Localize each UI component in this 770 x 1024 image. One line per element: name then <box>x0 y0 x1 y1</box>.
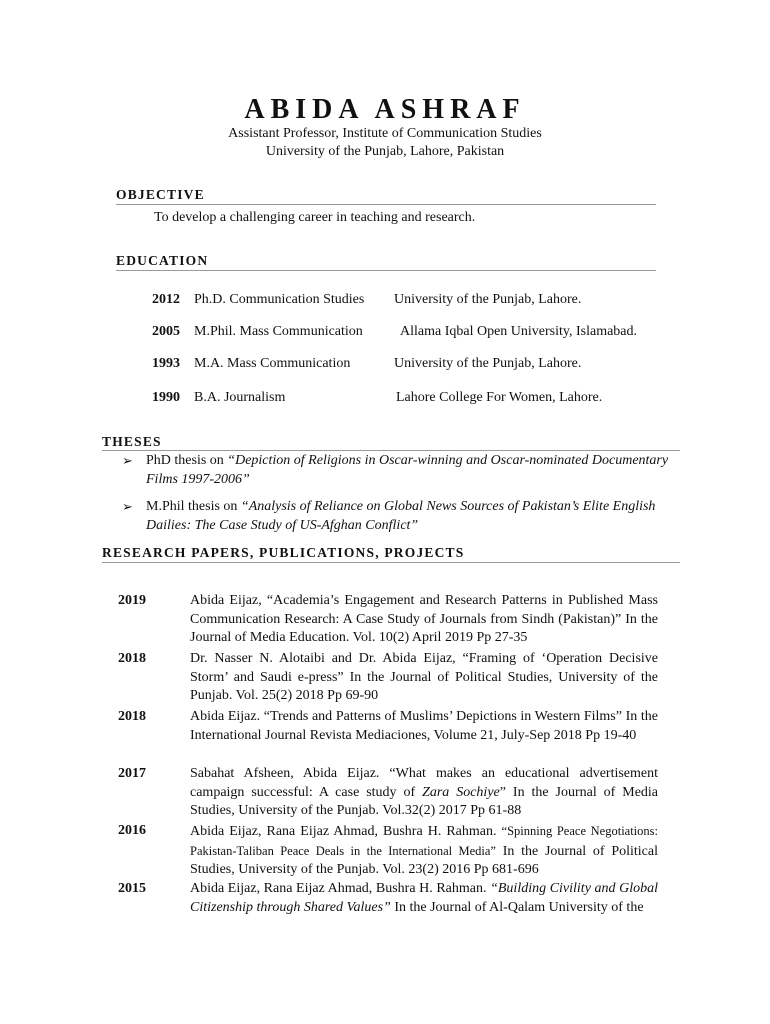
thesis-item <box>122 497 680 535</box>
education-row <box>152 292 672 310</box>
thesis-title: “Analysis of Reliance on Global News Sources of Pakistan’s Elite English Dailies: The Case Study of US-Afghan Conflict” <box>146 499 656 533</box>
publication-title: “Spinning Peace Negotiations: Pakistan-Taliban Peace Deals in the International Media” <box>190 824 658 858</box>
publication-italic-title: “Building Civility and Global Citizenship through Shared Values” <box>190 881 658 915</box>
education-year: 2012 <box>152 292 180 307</box>
publication-text-part: In the Journal of Al-Qalam University of the <box>390 899 644 915</box>
thesis-prefix: PhD thesis on <box>146 453 228 468</box>
publication-year: 2017 <box>118 766 146 781</box>
education-heading: EDUCATION <box>116 253 209 268</box>
education-row <box>152 390 672 408</box>
education-degree: B.A. Journalism <box>194 390 286 405</box>
education-year: 2005 <box>152 324 180 339</box>
publication-italic-title: Zara Sochiye <box>422 784 500 800</box>
education-institution: Allama Iqbal Open University, Islamabad. <box>400 324 638 339</box>
publication-text-part: ” In the Journal of Media Studies, University of the Punjab. Vol.32(2) 2017 Pp 61-88 <box>190 784 659 818</box>
publication-text-part: Abida Eijaz, Rana Eijaz Ahmad, Bushra H. Rahman. <box>190 881 491 896</box>
research-divider <box>102 562 680 563</box>
research-heading: RESEARCH PAPERS, PUBLICATIONS, PROJECTS <box>102 545 465 560</box>
publication-year: 2015 <box>118 881 146 896</box>
education-row <box>152 356 672 374</box>
publication-year: 2019 <box>118 593 146 608</box>
affiliation: University of the Punjab, Lahore, Pakistan <box>265 144 505 159</box>
education-institution: University of the Punjab, Lahore. <box>394 356 582 371</box>
publication-year: 2018 <box>118 709 146 724</box>
education-institution: University of the Punjab, Lahore. <box>394 292 582 307</box>
education-divider <box>116 270 656 271</box>
position-title: Assistant Professor, Institute of Communication Studies <box>228 126 542 141</box>
publication-text: Dr. Nasser N. Alotaibi and Dr. Abida Eijaz, “Framing of ‘Operation Decisive Storm’ and Saudi e-press” In the Journal of Political Studies, University of the Punjab. Vol. 25(2) 2018 Pp 69-90 <box>190 651 658 703</box>
publication-year: 2018 <box>118 651 146 666</box>
education-degree: M.Phil. Mass Communication <box>194 324 363 339</box>
objective-heading: OBJECTIVE <box>116 187 205 202</box>
education-degree: Ph.D. Communication Studies <box>194 292 365 307</box>
education-year: 1993 <box>152 356 180 371</box>
publication-text <box>190 765 658 821</box>
publication-text <box>190 822 658 880</box>
thesis-prefix: M.Phil thesis on <box>146 499 241 514</box>
theses-heading: THESES <box>102 434 162 449</box>
objective-text: To develop a challenging career in teaching and research. <box>154 210 476 225</box>
publication-text-part: Sabahat Afsheen, Abida Eijaz. “What makes an educational advertisement campaign successful: A case study of <box>190 766 658 800</box>
thesis-item <box>122 451 680 489</box>
publication-text: Abida Eijaz. “Trends and Patterns of Muslims’ Depictions in Western Films” In the International Journal Revista Mediaciones, Volume 21, July-Sep 2018 Pp 19-40 <box>190 709 658 743</box>
education-institution: Lahore College For Women, Lahore. <box>396 390 603 405</box>
publication-text-part: In the Journal of Political Studies, University of the Punjab. Vol. 23(2) 2016 Pp 681-696 <box>190 843 658 877</box>
arrow-bullet-icon: ➢ <box>122 453 133 468</box>
thesis-title: “Depiction of Religions in Oscar-winning and Oscar-nominated Documentary Films 1997-2006” <box>146 453 669 487</box>
objective-divider <box>116 204 656 205</box>
candidate-name: ABIDA ASHRAF <box>244 94 526 125</box>
education-year: 1990 <box>152 390 180 405</box>
education-row <box>152 324 672 342</box>
publication-text: Abida Eijaz, “Academia’s Engagement and Research Patterns in Published Mass Communication Research: A Case Study of Journals from Sindh (Pakistan)” In the Journal of Media Education. Vol. 10(2) April 2019 Pp 27-35 <box>190 593 658 645</box>
arrow-bullet-icon: ➢ <box>122 499 133 514</box>
publication-text <box>190 880 658 917</box>
education-degree: M.A. Mass Communication <box>194 356 351 371</box>
publication-text-part: Abida Eijaz, Rana Eijaz Ahmad, Bushra H. Rahman. <box>190 824 502 839</box>
publication-year: 2016 <box>118 823 146 838</box>
